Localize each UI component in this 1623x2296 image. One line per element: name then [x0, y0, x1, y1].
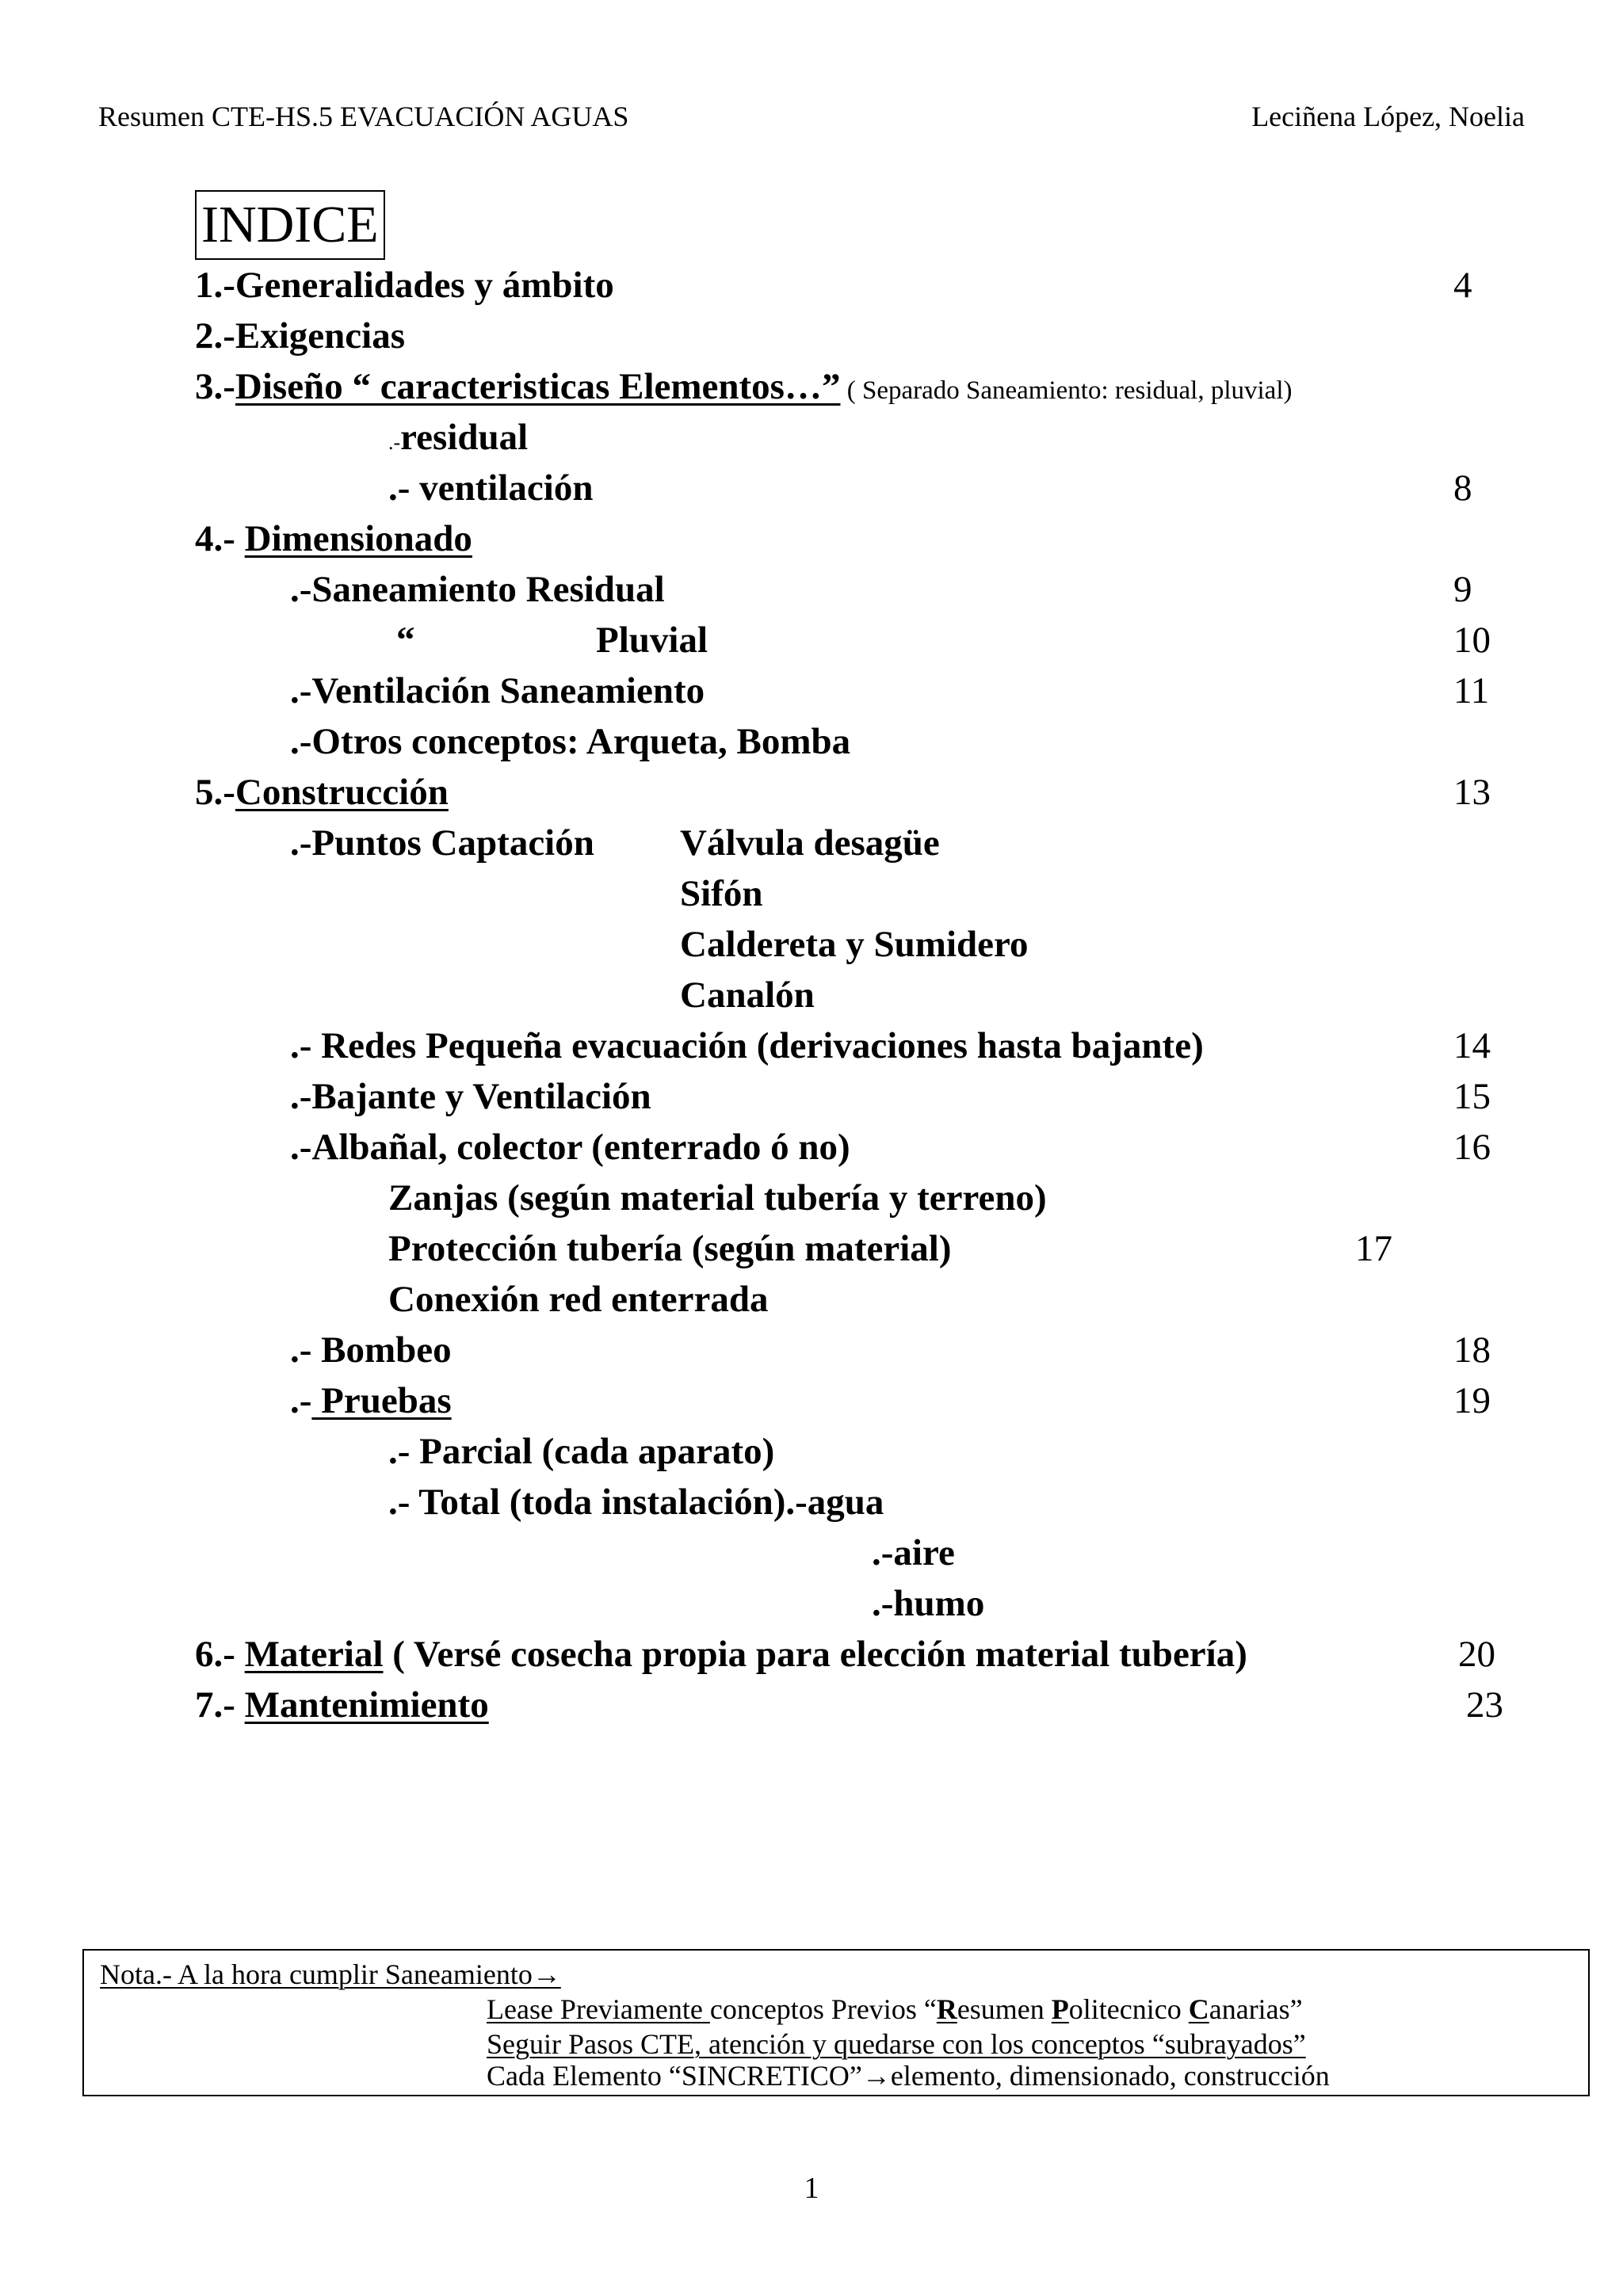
toc-page-4b: 10 [1453, 620, 1491, 661]
toc-entry-5-captacion: .-Puntos Captación [290, 822, 594, 864]
toc-page-4a: 9 [1453, 569, 1472, 610]
toc-entry-4-residual: .-Saneamiento Residual [290, 569, 665, 610]
note-line-2: Lease Previamente conceptos Previos “Resumen Politecnico Canarias” [487, 1993, 1303, 2025]
toc-entry-5-humo: .-humo [872, 1583, 985, 1624]
toc-entry-7: 7.- Mantenimiento [195, 1684, 489, 1726]
toc-ditto-mark: “ [396, 620, 415, 661]
toc-entry-5-redes: .- Redes Pequeña evacuación (derivaciones hasta bajante) [290, 1025, 1204, 1066]
toc-entry-2: 2.-Exigencias [195, 315, 406, 357]
header-left: Resumen CTE-HS.5 EVACUACIÓN AGUAS [98, 101, 629, 132]
arrow-right-icon: → [861, 2060, 891, 2092]
note-line-1: Nota.- A la hora cumplir Saneamiento→ [100, 1958, 561, 1990]
toc-captacion-item: Caldereta y Sumidero [680, 924, 1029, 965]
toc-entry-6: 6.- Material ( Versé cosecha propia para elección material tubería) [195, 1634, 1247, 1675]
toc-entry-5: 5.-Construcción [195, 772, 449, 813]
toc-entry-5-zanjas: Zanjas (según material tubería y terreno) [388, 1177, 1047, 1219]
toc-page-5d: 16 [1453, 1127, 1491, 1168]
header-right: Leciñena López, Noelia [1251, 101, 1525, 132]
toc-entry-4-pluvial: Pluvial [596, 620, 708, 661]
toc-entry-4-ventilacion: .-Ventilación Saneamiento [290, 670, 705, 711]
toc-entry-1: 1.-Generalidades y ámbito [195, 265, 614, 306]
toc-entry-5-bombeo: .- Bombeo [290, 1329, 452, 1371]
page-number: 1 [804, 2172, 819, 2205]
toc-entry-3-residual: .-residual [388, 417, 529, 458]
note-line-3: Seguir Pasos CTE, atención y quedarse con los conceptos “subrayados” [487, 2028, 1306, 2060]
toc-page-4c: 11 [1453, 670, 1490, 711]
toc-entry-4: 4.- Dimensionado [195, 518, 472, 559]
toc-entry-5-aire: .-aire [872, 1532, 955, 1573]
toc-page-5: 13 [1453, 772, 1491, 813]
note-line-4: Cada Elemento “SINCRETICO”→elemento, dimensionado, construcción [487, 2060, 1330, 2092]
toc-page-1: 4 [1453, 265, 1472, 306]
toc-entry-5-conexion: Conexión red enterrada [388, 1279, 769, 1320]
toc-entry-5-parcial: .- Parcial (cada aparato) [388, 1431, 775, 1472]
toc-entry-3-ventilacion: .- ventilación [388, 467, 594, 509]
toc-page-6: 20 [1458, 1634, 1495, 1675]
toc-page-5c: 15 [1453, 1076, 1491, 1117]
toc-entry-3: 3.-Diseño “ caracteristicas Elementos…” ( Separado Saneamiento: residual, pluvial) [195, 366, 1293, 407]
toc-entry-4-otros: .-Otros conceptos: Arqueta, Bomba [290, 721, 851, 762]
toc-page-5e: 18 [1453, 1329, 1491, 1371]
toc-page-5d2: 17 [1355, 1228, 1392, 1269]
toc-page-3b: 8 [1453, 467, 1472, 509]
note-box [82, 1949, 1590, 2096]
toc-entry-5-proteccion: Protección tubería (según material) [388, 1228, 952, 1269]
toc-page-7: 23 [1466, 1684, 1503, 1726]
toc-captacion-item: Canalón [680, 974, 815, 1016]
toc-page-5b: 14 [1453, 1025, 1491, 1066]
arrow-right-icon: → [532, 1958, 561, 1990]
toc-captacion-item: Válvula desagüe [680, 822, 940, 864]
toc-page-5f: 19 [1453, 1380, 1491, 1421]
toc-captacion-item: Sifón [680, 873, 763, 914]
toc-entry-5-total: .- Total (toda instalación).-agua [388, 1482, 884, 1523]
index-title: INDICE [195, 190, 385, 260]
toc-entry-5-pruebas: .- Pruebas [290, 1380, 452, 1421]
toc-entry-5-bajante: .-Bajante y Ventilación [290, 1076, 651, 1117]
toc-entry-5-albanal: .-Albañal, colector (enterrado ó no) [290, 1127, 850, 1168]
